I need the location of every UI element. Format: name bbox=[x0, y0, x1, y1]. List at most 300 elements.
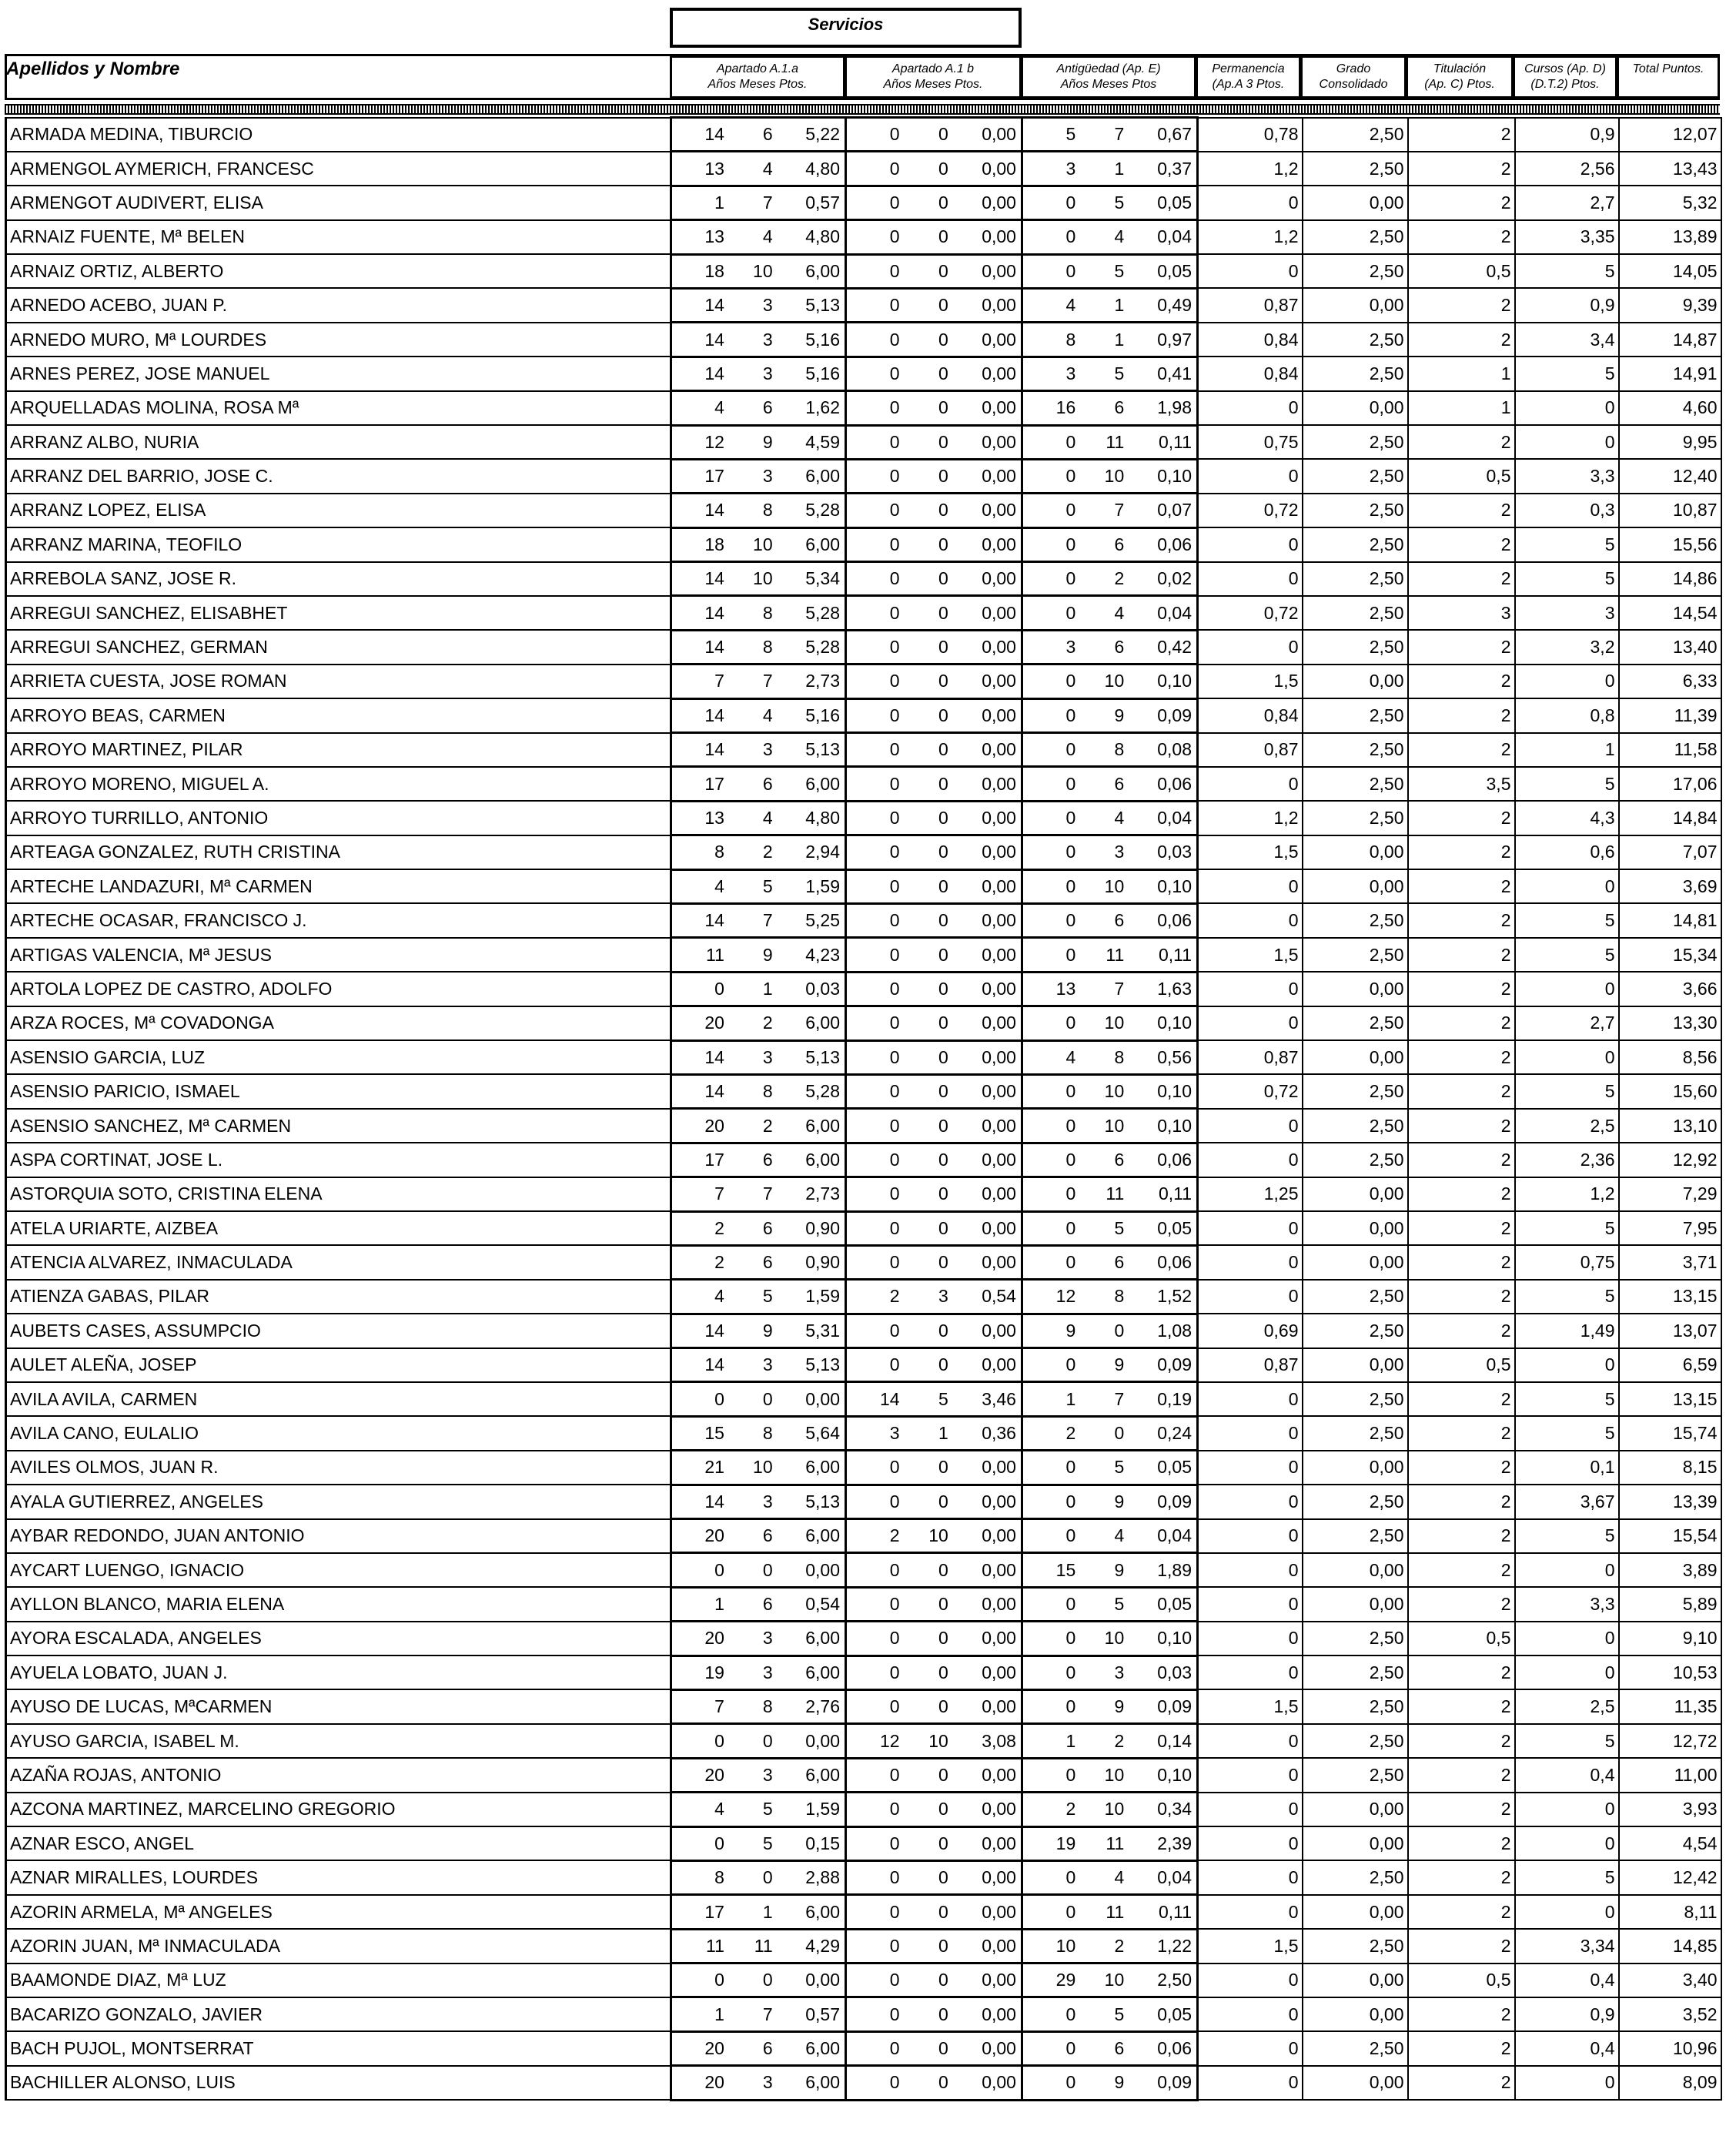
cell-a1a-points: 4,80 bbox=[805, 808, 840, 828]
cell-group-a1a bbox=[671, 1006, 846, 1040]
cell-antiguedad-years: 0 bbox=[1065, 1115, 1076, 1136]
cell-antiguedad-points: 2,39 bbox=[1157, 1833, 1192, 1853]
cell-antiguedad-years: 0 bbox=[1065, 875, 1076, 896]
cell-a1a-months: 3 bbox=[762, 1662, 773, 1682]
table-row bbox=[6, 527, 1721, 561]
cell-titulacion: 2 bbox=[1408, 1826, 1515, 1860]
cell-antiguedad-years: 15 bbox=[1055, 1559, 1076, 1580]
cell-name: AUBETS CASES, ASSUMPCIO bbox=[6, 1314, 671, 1348]
cell-antiguedad-years: 0 bbox=[1065, 1217, 1076, 1238]
cell-name: AYALA GUTIERREZ, ANGELES bbox=[6, 1485, 671, 1518]
cell-total: 15,34 bbox=[1619, 938, 1721, 972]
cell-a1b-years: 0 bbox=[889, 1559, 900, 1580]
cell-antiguedad-points: 0,09 bbox=[1157, 1491, 1192, 1512]
cell-a1b-months: 0 bbox=[938, 192, 948, 213]
cell-permanencia: 0 bbox=[1198, 391, 1303, 425]
cell-permanencia: 1,5 bbox=[1198, 1929, 1303, 1963]
cell-antiguedad-months: 11 bbox=[1106, 944, 1125, 965]
cell-grado: 0,00 bbox=[1303, 1997, 1408, 2031]
cell-a1a-points: 5,31 bbox=[805, 1320, 840, 1341]
cell-name: ATELA URIARTE, AIZBEA bbox=[6, 1211, 671, 1245]
cell-antiguedad-points: 0,02 bbox=[1157, 568, 1192, 589]
cell-a1b-months: 0 bbox=[938, 808, 948, 828]
cell-a1a-months: 9 bbox=[762, 1320, 773, 1341]
cell-grado: 2,50 bbox=[1303, 1622, 1408, 1656]
cell-total: 7,07 bbox=[1619, 835, 1721, 869]
cell-name: AVILES OLMOS, JUAN R. bbox=[6, 1451, 671, 1485]
cell-a1b-years: 0 bbox=[889, 1867, 900, 1888]
cell-a1b-points: 0,00 bbox=[982, 1149, 1016, 1170]
cell-a1b-points: 0,00 bbox=[982, 1935, 1016, 1956]
cell-a1b-points: 0,00 bbox=[982, 1115, 1016, 1136]
cell-group-a1b bbox=[846, 391, 1022, 425]
cell-a1b-points: 0,54 bbox=[982, 1286, 1016, 1307]
cell-permanencia: 0 bbox=[1198, 1860, 1303, 1894]
cell-titulacion: 2 bbox=[1408, 1245, 1515, 1279]
cell-group-antiguedad bbox=[1022, 869, 1198, 903]
cell-a1a-months: 7 bbox=[762, 910, 773, 931]
cell-a1b-years: 0 bbox=[889, 2072, 900, 2093]
cell-group-a1a bbox=[671, 527, 846, 561]
cell-group-a1b bbox=[846, 801, 1022, 835]
cell-total: 14,84 bbox=[1619, 801, 1721, 835]
cell-antiguedad-years: 8 bbox=[1065, 329, 1076, 350]
cell-antiguedad-years: 0 bbox=[1065, 1081, 1076, 1102]
cell-grado: 2,50 bbox=[1303, 1929, 1408, 1963]
cell-antiguedad-years: 0 bbox=[1065, 192, 1076, 213]
cell-group-antiguedad bbox=[1022, 1382, 1198, 1416]
cell-total: 11,39 bbox=[1619, 698, 1721, 732]
cell-a1a-years: 15 bbox=[704, 1423, 724, 1444]
cell-permanencia: 0 bbox=[1198, 1485, 1303, 1518]
cell-antiguedad-months: 10 bbox=[1104, 1081, 1125, 1102]
cell-a1a-years: 18 bbox=[704, 260, 724, 281]
cell-a1a-years: 14 bbox=[704, 1046, 724, 1067]
cell-titulacion: 2 bbox=[1408, 2066, 1515, 2100]
cell-antiguedad-years: 12 bbox=[1055, 1286, 1076, 1307]
cell-a1b-years: 0 bbox=[889, 637, 900, 658]
header-apartado-a1b bbox=[845, 55, 1022, 99]
cell-permanencia: 0 bbox=[1198, 1793, 1303, 1826]
table-row bbox=[6, 1689, 1721, 1723]
cell-antiguedad-months: 7 bbox=[1114, 500, 1125, 521]
cell-a1a-years: 1 bbox=[714, 2004, 724, 2024]
cell-a1a-years: 0 bbox=[714, 978, 724, 999]
cell-antiguedad-years: 0 bbox=[1065, 500, 1076, 521]
cell-a1a-years: 17 bbox=[704, 773, 724, 794]
table-row bbox=[6, 938, 1721, 972]
cell-name: AZAÑA ROJAS, ANTONIO bbox=[6, 1758, 671, 1792]
cell-a1a-months: 6 bbox=[762, 1252, 773, 1273]
cell-antiguedad-points: 0,06 bbox=[1157, 773, 1192, 794]
cell-grado: 2,50 bbox=[1303, 425, 1408, 459]
cell-titulacion: 2 bbox=[1408, 288, 1515, 322]
cell-a1a-months: 9 bbox=[762, 944, 773, 965]
cell-a1a-points: 0,03 bbox=[805, 978, 840, 999]
cell-antiguedad-points: 0,06 bbox=[1157, 910, 1192, 931]
cell-a1b-months: 0 bbox=[938, 1013, 948, 1033]
header-ant-line1: Antigüedad (Ap. E) bbox=[1056, 62, 1161, 75]
cell-group-antiguedad bbox=[1022, 1143, 1198, 1177]
cell-titulacion: 2 bbox=[1408, 665, 1515, 698]
cell-grado: 2,50 bbox=[1303, 1485, 1408, 1518]
cell-a1a-years: 14 bbox=[704, 602, 724, 623]
header-separator bbox=[5, 104, 1720, 115]
cell-a1b-months: 0 bbox=[938, 705, 948, 725]
cell-group-a1b bbox=[846, 1245, 1022, 1279]
cell-titulacion: 3 bbox=[1408, 596, 1515, 630]
cell-group-a1a bbox=[671, 1826, 846, 1860]
table-row bbox=[6, 1382, 1721, 1416]
cell-a1a-years: 21 bbox=[704, 1457, 724, 1478]
cell-name: ARTEAGA GONZALEZ, RUTH CRISTINA bbox=[6, 835, 671, 869]
cell-antiguedad-years: 4 bbox=[1065, 1046, 1076, 1067]
cell-a1a-points: 0,54 bbox=[805, 1593, 840, 1614]
cell-grado: 2,50 bbox=[1303, 903, 1408, 937]
cell-antiguedad-points: 0,04 bbox=[1157, 1525, 1192, 1546]
cell-a1b-points: 0,00 bbox=[982, 705, 1016, 725]
cell-group-antiguedad bbox=[1022, 1040, 1198, 1074]
cell-group-antiguedad bbox=[1022, 1109, 1198, 1143]
header-cursos-line1: Cursos (Ap. D) bbox=[1524, 62, 1606, 75]
cell-a1a-years: 14 bbox=[704, 739, 724, 760]
cell-a1b-points: 0,00 bbox=[982, 1491, 1016, 1512]
cell-a1a-points: 0,00 bbox=[805, 1970, 840, 1990]
cell-name: AULET ALEÑA, JOSEP bbox=[6, 1348, 671, 1382]
cell-antiguedad-months: 5 bbox=[1114, 2004, 1125, 2024]
cell-a1a-years: 14 bbox=[704, 295, 724, 316]
cell-a1a-months: 8 bbox=[762, 1081, 773, 1102]
cell-permanencia: 1,2 bbox=[1198, 220, 1303, 254]
cell-antiguedad-months: 3 bbox=[1114, 842, 1125, 862]
cell-group-a1a bbox=[671, 2031, 846, 2065]
cell-group-a1b bbox=[846, 1006, 1022, 1040]
cell-antiguedad-years: 0 bbox=[1065, 2038, 1076, 2059]
cell-total: 13,43 bbox=[1619, 152, 1721, 186]
cell-permanencia: 0,84 bbox=[1198, 357, 1303, 390]
cell-group-a1a bbox=[671, 1485, 846, 1518]
cell-grado: 2,50 bbox=[1303, 459, 1408, 493]
cell-group-antiguedad bbox=[1022, 1211, 1198, 1245]
table-row bbox=[6, 1553, 1721, 1587]
cell-total: 11,00 bbox=[1619, 1758, 1721, 1792]
cell-name: ARZA ROCES, Mª COVADONGA bbox=[6, 1006, 671, 1040]
cell-titulacion: 2 bbox=[1408, 1553, 1515, 1587]
cell-name: AYLLON BLANCO, MARIA ELENA bbox=[6, 1587, 671, 1621]
table-row bbox=[6, 1177, 1721, 1211]
cell-group-antiguedad bbox=[1022, 1929, 1198, 1963]
cell-titulacion: 2 bbox=[1408, 1314, 1515, 1348]
cell-group-antiguedad bbox=[1022, 1314, 1198, 1348]
cell-permanencia: 0 bbox=[1198, 527, 1303, 561]
cell-total: 6,59 bbox=[1619, 1348, 1721, 1382]
cell-cursos: 0,4 bbox=[1515, 1758, 1619, 1792]
cell-permanencia: 0 bbox=[1198, 1758, 1303, 1792]
cell-grado: 0,00 bbox=[1303, 391, 1408, 425]
cell-a1a-months: 6 bbox=[762, 2038, 773, 2059]
cell-a1b-months: 0 bbox=[938, 1764, 948, 1785]
cell-a1b-points: 0,00 bbox=[982, 466, 1016, 487]
cell-total: 13,89 bbox=[1619, 220, 1721, 254]
cell-group-antiguedad bbox=[1022, 118, 1198, 152]
cell-a1a-years: 4 bbox=[714, 1799, 724, 1820]
cell-a1b-years: 0 bbox=[889, 1183, 900, 1204]
cell-permanencia: 1,5 bbox=[1198, 665, 1303, 698]
cell-grado: 2,50 bbox=[1303, 630, 1408, 664]
cell-total: 10,87 bbox=[1619, 494, 1721, 527]
cell-a1b-months: 0 bbox=[938, 226, 948, 247]
cell-a1b-months: 0 bbox=[938, 1354, 948, 1375]
cell-permanencia: 0 bbox=[1198, 1724, 1303, 1758]
cell-grado: 2,50 bbox=[1303, 767, 1408, 801]
cell-a1b-months: 0 bbox=[938, 1970, 948, 1990]
cell-a1a-months: 6 bbox=[762, 124, 773, 145]
cell-total: 14,54 bbox=[1619, 596, 1721, 630]
cell-antiguedad-points: 0,05 bbox=[1157, 2004, 1192, 2024]
cell-antiguedad-points: 0,10 bbox=[1157, 875, 1192, 896]
scores-table bbox=[5, 116, 1722, 2101]
cell-antiguedad-years: 4 bbox=[1065, 295, 1076, 316]
cell-a1b-years: 0 bbox=[889, 1149, 900, 1170]
cell-name: AVILA CANO, EULALIO bbox=[6, 1416, 671, 1450]
cell-name: ASPA CORTINAT, JOSE L. bbox=[6, 1143, 671, 1177]
cell-a1b-years: 0 bbox=[889, 739, 900, 760]
cell-a1a-years: 14 bbox=[704, 363, 724, 383]
cell-antiguedad-points: 0,56 bbox=[1157, 1046, 1192, 1067]
cell-grado: 2,50 bbox=[1303, 1280, 1408, 1314]
cell-a1a-years: 0 bbox=[714, 1730, 724, 1751]
cell-antiguedad-points: 0,06 bbox=[1157, 1252, 1192, 1273]
table-row bbox=[6, 391, 1721, 425]
cell-cursos: 0,8 bbox=[1515, 698, 1619, 732]
cell-name: ARNAIZ FUENTE, Mª BELEN bbox=[6, 220, 671, 254]
cell-group-a1a bbox=[671, 1074, 846, 1108]
cell-group-antiguedad bbox=[1022, 1553, 1198, 1587]
cell-antiguedad-years: 0 bbox=[1065, 1525, 1076, 1546]
cell-grado: 2,50 bbox=[1303, 733, 1408, 767]
cell-a1a-points: 4,29 bbox=[805, 1935, 840, 1956]
cell-total: 9,39 bbox=[1619, 288, 1721, 322]
header-grado bbox=[1300, 55, 1407, 99]
cell-grado: 2,50 bbox=[1303, 527, 1408, 561]
cell-name: ARNEDO MURO, Mª LOURDES bbox=[6, 323, 671, 357]
cell-a1a-years: 14 bbox=[704, 1081, 724, 1102]
cell-total: 14,05 bbox=[1619, 254, 1721, 288]
cell-total: 8,09 bbox=[1619, 2066, 1721, 2100]
cell-a1b-months: 0 bbox=[938, 773, 948, 794]
cell-permanencia: 0 bbox=[1198, 1382, 1303, 1416]
cell-a1a-months: 3 bbox=[762, 1764, 773, 1785]
cell-a1a-months: 6 bbox=[762, 773, 773, 794]
cell-a1b-points: 0,00 bbox=[982, 739, 1016, 760]
cell-a1a-months: 8 bbox=[762, 602, 773, 623]
cell-cursos: 1,49 bbox=[1515, 1314, 1619, 1348]
cell-a1b-years: 0 bbox=[889, 466, 900, 487]
cell-antiguedad-points: 0,06 bbox=[1157, 534, 1192, 554]
table-body bbox=[6, 118, 1721, 2101]
cell-total: 3,66 bbox=[1619, 972, 1721, 1006]
cell-group-a1a bbox=[671, 1758, 846, 1792]
cell-a1b-years: 0 bbox=[889, 1354, 900, 1375]
cell-a1b-years: 0 bbox=[889, 192, 900, 213]
cell-a1b-points: 0,00 bbox=[982, 671, 1016, 691]
cell-a1b-points: 0,00 bbox=[982, 1217, 1016, 1238]
cell-a1a-months: 4 bbox=[762, 158, 773, 179]
cell-permanencia: 0 bbox=[1198, 459, 1303, 493]
cell-antiguedad-months: 10 bbox=[1104, 1764, 1125, 1785]
cell-cursos: 5 bbox=[1515, 527, 1619, 561]
cell-total: 14,81 bbox=[1619, 903, 1721, 937]
cell-titulacion: 0,5 bbox=[1408, 1348, 1515, 1382]
cell-a1a-months: 3 bbox=[762, 1354, 773, 1375]
cell-antiguedad-points: 0,04 bbox=[1157, 602, 1192, 623]
cell-total: 15,60 bbox=[1619, 1074, 1721, 1108]
cell-grado: 2,50 bbox=[1303, 1724, 1408, 1758]
cell-antiguedad-months: 5 bbox=[1114, 1593, 1125, 1614]
cell-a1b-points: 0,00 bbox=[982, 1525, 1016, 1546]
cell-group-antiguedad bbox=[1022, 254, 1198, 288]
cell-a1a-points: 5,34 bbox=[805, 568, 840, 589]
cell-a1a-points: 6,00 bbox=[805, 260, 840, 281]
cell-name: AYORA ESCALADA, ANGELES bbox=[6, 1622, 671, 1656]
cell-permanencia: 0,69 bbox=[1198, 1314, 1303, 1348]
cell-group-a1b bbox=[846, 2066, 1022, 2100]
header-name: Apellidos y Nombre bbox=[6, 59, 180, 79]
cell-permanencia: 0 bbox=[1198, 1964, 1303, 1997]
cell-antiguedad-years: 1 bbox=[1065, 1388, 1076, 1409]
cell-a1a-points: 2,73 bbox=[805, 1183, 840, 1204]
cell-a1a-points: 2,73 bbox=[805, 671, 840, 691]
cell-antiguedad-years: 0 bbox=[1065, 1867, 1076, 1888]
cell-a1a-points: 4,23 bbox=[805, 944, 840, 965]
cell-name: ASTORQUIA SOTO, CRISTINA ELENA bbox=[6, 1177, 671, 1211]
table-row bbox=[6, 733, 1721, 767]
header-permanencia bbox=[1196, 55, 1301, 99]
cell-cursos: 0,9 bbox=[1515, 288, 1619, 322]
cell-a1a-points: 0,00 bbox=[805, 1388, 840, 1409]
table-row bbox=[6, 118, 1721, 152]
cell-antiguedad-months: 9 bbox=[1114, 1354, 1125, 1375]
cell-group-a1a bbox=[671, 1895, 846, 1929]
cell-a1b-months: 0 bbox=[938, 875, 948, 896]
cell-total: 13,15 bbox=[1619, 1280, 1721, 1314]
header-a1b-line2: Años Meses Ptos. bbox=[883, 78, 983, 91]
cell-a1b-years: 0 bbox=[889, 1799, 900, 1820]
cell-a1b-years: 0 bbox=[889, 602, 900, 623]
cell-antiguedad-months: 5 bbox=[1114, 1457, 1125, 1478]
cell-name: AYCART LUENGO, IGNACIO bbox=[6, 1553, 671, 1587]
table-row bbox=[6, 1587, 1721, 1621]
cell-antiguedad-years: 2 bbox=[1065, 1799, 1076, 1820]
cell-grado: 0,00 bbox=[1303, 1895, 1408, 1929]
cell-group-a1a bbox=[671, 1793, 846, 1826]
cell-titulacion: 1 bbox=[1408, 391, 1515, 425]
table-row bbox=[6, 1245, 1721, 1279]
cell-cursos: 0 bbox=[1515, 1826, 1619, 1860]
cell-group-antiguedad bbox=[1022, 152, 1198, 186]
cell-antiguedad-points: 0,97 bbox=[1157, 329, 1192, 350]
cell-antiguedad-months: 6 bbox=[1114, 1149, 1125, 1170]
table-row bbox=[6, 1040, 1721, 1074]
cell-a1b-points: 3,46 bbox=[982, 1388, 1016, 1409]
cell-a1b-points: 0,00 bbox=[982, 1593, 1016, 1614]
cell-a1a-years: 4 bbox=[714, 1286, 724, 1307]
cell-antiguedad-years: 29 bbox=[1055, 1970, 1076, 1990]
cell-group-antiguedad bbox=[1022, 1280, 1198, 1314]
cell-a1a-years: 2 bbox=[714, 1217, 724, 1238]
cell-permanencia: 1,5 bbox=[1198, 835, 1303, 869]
cell-antiguedad-years: 0 bbox=[1065, 739, 1076, 760]
cell-titulacion: 2 bbox=[1408, 801, 1515, 835]
header-total-line1: Total Puntos. bbox=[1632, 62, 1704, 75]
cell-cursos: 0,6 bbox=[1515, 835, 1619, 869]
servicios-header: Servicios bbox=[670, 8, 1022, 48]
cell-titulacion: 2 bbox=[1408, 1519, 1515, 1553]
cell-group-a1a bbox=[671, 254, 846, 288]
cell-titulacion: 0,5 bbox=[1408, 1964, 1515, 1997]
header-tit-line2: (Ap. C) Ptos. bbox=[1424, 78, 1495, 91]
cell-antiguedad-points: 0,10 bbox=[1157, 466, 1192, 487]
cell-a1a-months: 3 bbox=[762, 739, 773, 760]
cell-a1a-months: 8 bbox=[762, 637, 773, 658]
cell-cursos: 0 bbox=[1515, 2066, 1619, 2100]
cell-cursos: 5 bbox=[1515, 1860, 1619, 1894]
cell-a1b-months: 0 bbox=[938, 124, 948, 145]
cell-antiguedad-points: 0,34 bbox=[1157, 1799, 1192, 1820]
cell-a1b-months: 0 bbox=[938, 637, 948, 658]
header-tit-line1: Titulación bbox=[1433, 62, 1487, 75]
cell-total: 15,54 bbox=[1619, 1519, 1721, 1553]
cell-a1b-months: 0 bbox=[938, 1559, 948, 1580]
cell-group-antiguedad bbox=[1022, 630, 1198, 664]
cell-a1b-points: 0,00 bbox=[982, 431, 1016, 452]
cell-a1b-months: 0 bbox=[938, 2038, 948, 2059]
cell-titulacion: 2 bbox=[1408, 1724, 1515, 1758]
cell-antiguedad-points: 0,10 bbox=[1157, 1115, 1192, 1136]
cell-a1b-years: 0 bbox=[889, 1593, 900, 1614]
cell-permanencia: 0 bbox=[1198, 630, 1303, 664]
cell-cursos: 0,75 bbox=[1515, 1245, 1619, 1279]
cell-titulacion: 2 bbox=[1408, 2031, 1515, 2065]
cell-a1a-years: 13 bbox=[704, 226, 724, 247]
cell-a1b-points: 0,00 bbox=[982, 944, 1016, 965]
table-row bbox=[6, 220, 1721, 254]
cell-a1b-points: 0,00 bbox=[982, 158, 1016, 179]
cell-a1a-points: 6,00 bbox=[805, 2072, 840, 2093]
cell-name: ARNEDO ACEBO, JUAN P. bbox=[6, 288, 671, 322]
cell-group-a1b bbox=[846, 1451, 1022, 1485]
cell-group-a1b bbox=[846, 1416, 1022, 1450]
cell-a1a-points: 5,16 bbox=[805, 329, 840, 350]
cell-grado: 0,00 bbox=[1303, 186, 1408, 219]
cell-a1b-points: 0,00 bbox=[982, 1559, 1016, 1580]
cell-grado: 2,50 bbox=[1303, 2031, 1408, 2065]
cell-a1b-points: 0,00 bbox=[982, 1320, 1016, 1341]
cell-permanencia: 0 bbox=[1198, 254, 1303, 288]
cell-a1a-points: 6,00 bbox=[805, 466, 840, 487]
cell-a1b-points: 0,00 bbox=[982, 192, 1016, 213]
cell-permanencia: 1,25 bbox=[1198, 1177, 1303, 1211]
cell-total: 9,10 bbox=[1619, 1622, 1721, 1656]
cell-antiguedad-months: 10 bbox=[1104, 466, 1125, 487]
cell-group-a1b bbox=[846, 1074, 1022, 1108]
table-row bbox=[6, 835, 1721, 869]
cell-cursos: 0 bbox=[1515, 1348, 1619, 1382]
cell-group-a1b bbox=[846, 1895, 1022, 1929]
cell-a1a-points: 2,76 bbox=[805, 1696, 840, 1717]
cell-group-a1a bbox=[671, 733, 846, 767]
cell-a1a-months: 4 bbox=[762, 808, 773, 828]
